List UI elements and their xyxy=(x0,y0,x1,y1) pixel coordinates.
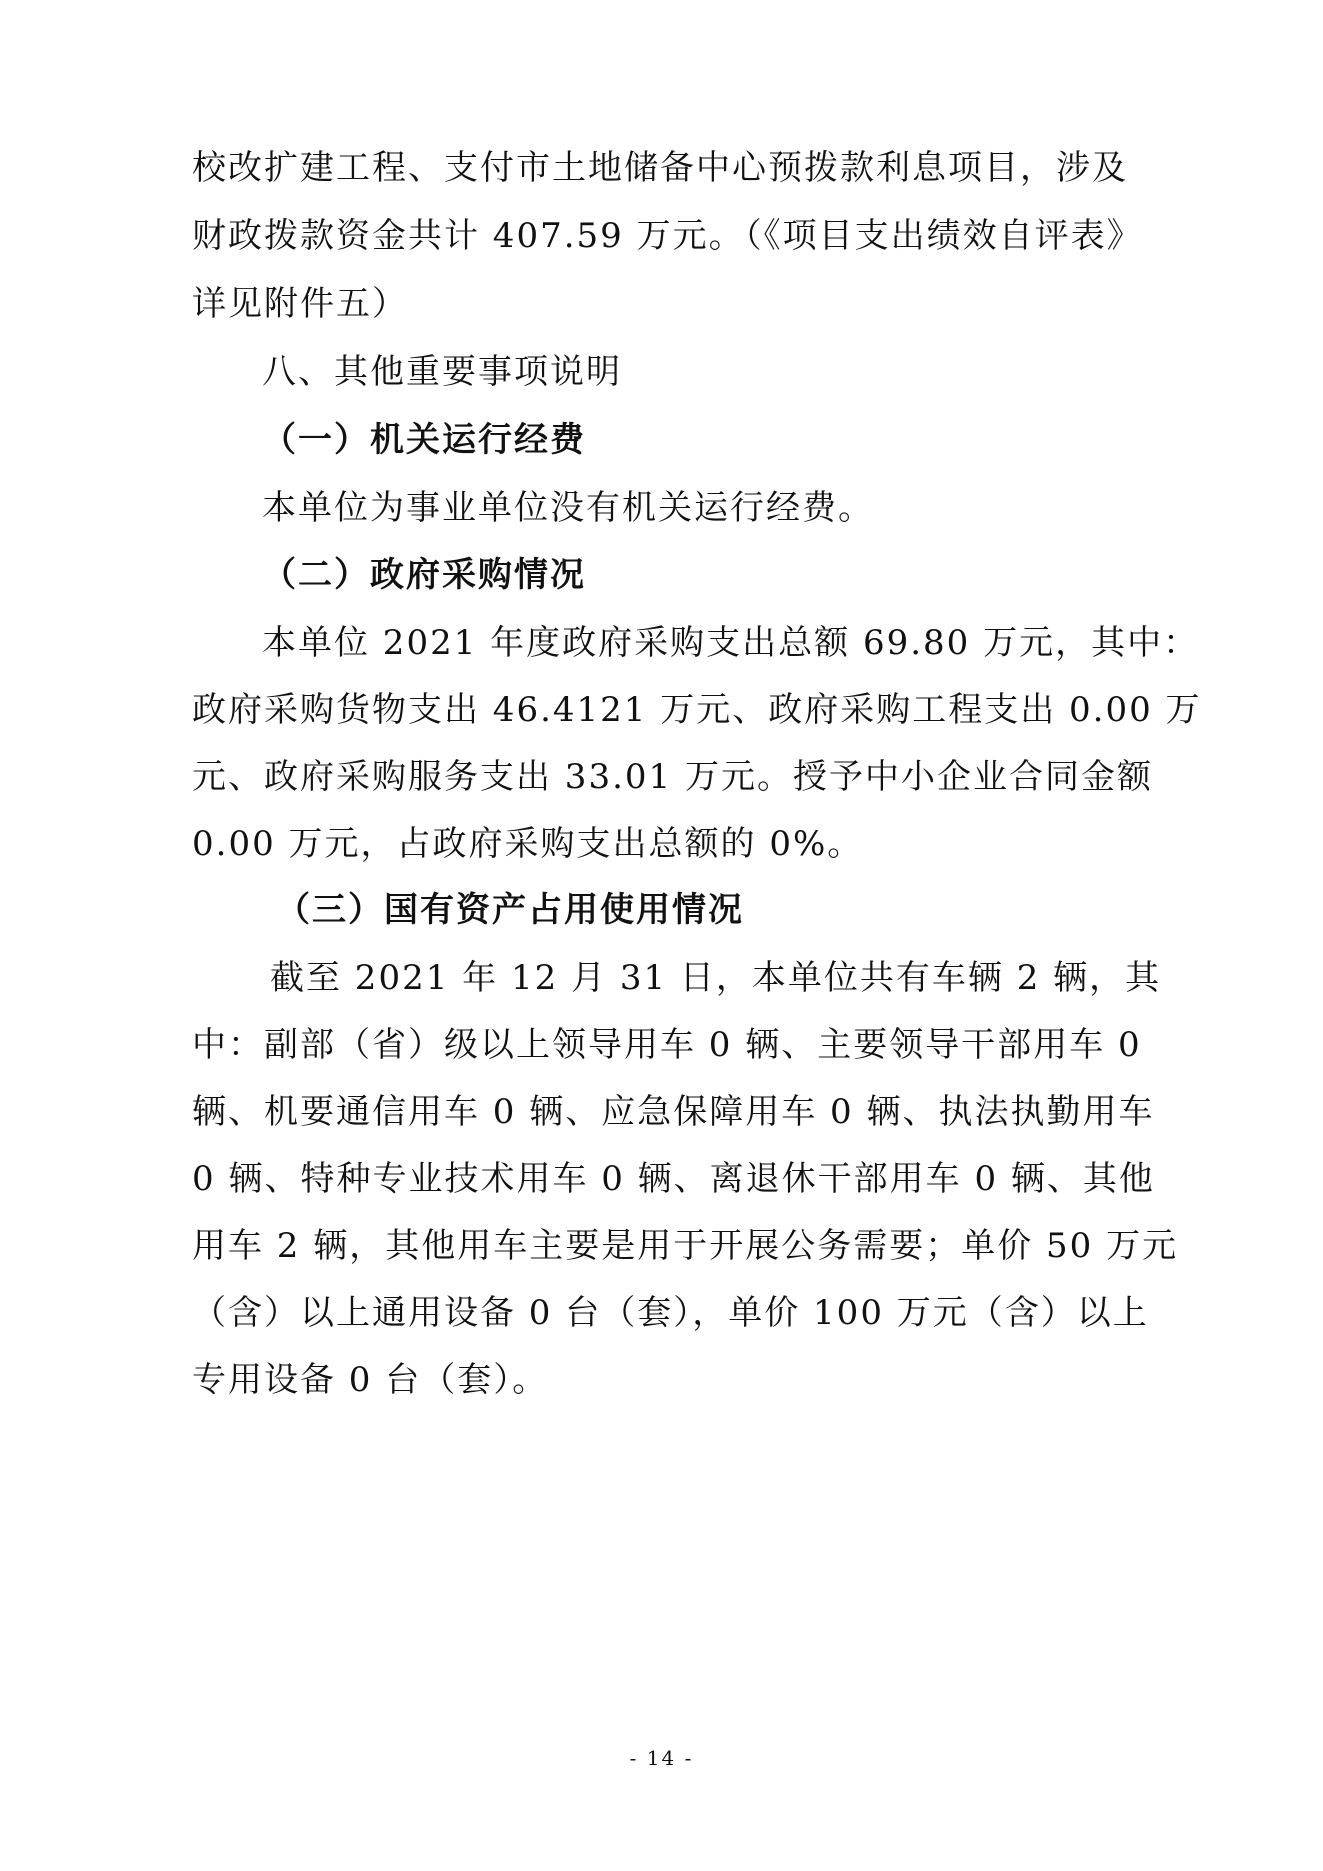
body-text-line: 详见附件五） xyxy=(192,284,408,324)
subsection-heading: （二）政府采购情况 xyxy=(262,555,586,595)
body-text-line: 0 辆、特种专业技术用车 0 辆、离退休干部用车 0 辆、其他 xyxy=(192,1159,1155,1199)
body-text-line: 用车 2 辆，其他用车主要是用于开展公务需要；单价 50 万元 xyxy=(192,1226,1179,1266)
body-text-line: 中：副部（省）级以上领导用车 0 辆、主要领导干部用车 0 xyxy=(192,1025,1142,1065)
body-text-line: 专用设备 0 台（套）。 xyxy=(192,1360,549,1400)
subsection-heading: （三）国有资产占用使用情况 xyxy=(276,890,744,930)
body-text-line: 辆、机要通信用车 0 辆、应急保障用车 0 辆、执法执勤用车 xyxy=(192,1092,1155,1132)
body-text-line: 财政拨款资金共计 407.59 万元。（《项目支出绩效自评表》 xyxy=(192,216,1143,256)
body-text-line: 校改扩建工程、支付市土地储备中心预拨款利息项目，涉及 xyxy=(192,148,1128,188)
body-text-line: 0.00 万元，占政府采购支出总额的 0%。 xyxy=(192,824,864,864)
body-text-line: 政府采购货物支出 46.4121 万元、政府采购工程支出 0.00 万 xyxy=(192,690,1202,730)
body-text-line: 元、政府采购服务支出 33.01 万元。授予中小企业合同金额 xyxy=(192,757,1153,797)
body-text-line: 截至 2021 年 12 月 31 日，本单位共有车辆 2 辆，其 xyxy=(270,958,1162,998)
body-text-line: 本单位为事业单位没有机关运行经费。 xyxy=(262,488,874,528)
page-number: - 14 - xyxy=(629,1746,694,1770)
body-text-line: 本单位 2021 年度政府采购支出总额 69.80 万元，其中： xyxy=(262,623,1200,663)
body-text-line: （含）以上通用设备 0 台（套），单价 100 万元（含）以上 xyxy=(192,1293,1149,1333)
section-heading: 八、其他重要事项说明 xyxy=(262,352,622,392)
subsection-heading: （一）机关运行经费 xyxy=(262,420,586,460)
